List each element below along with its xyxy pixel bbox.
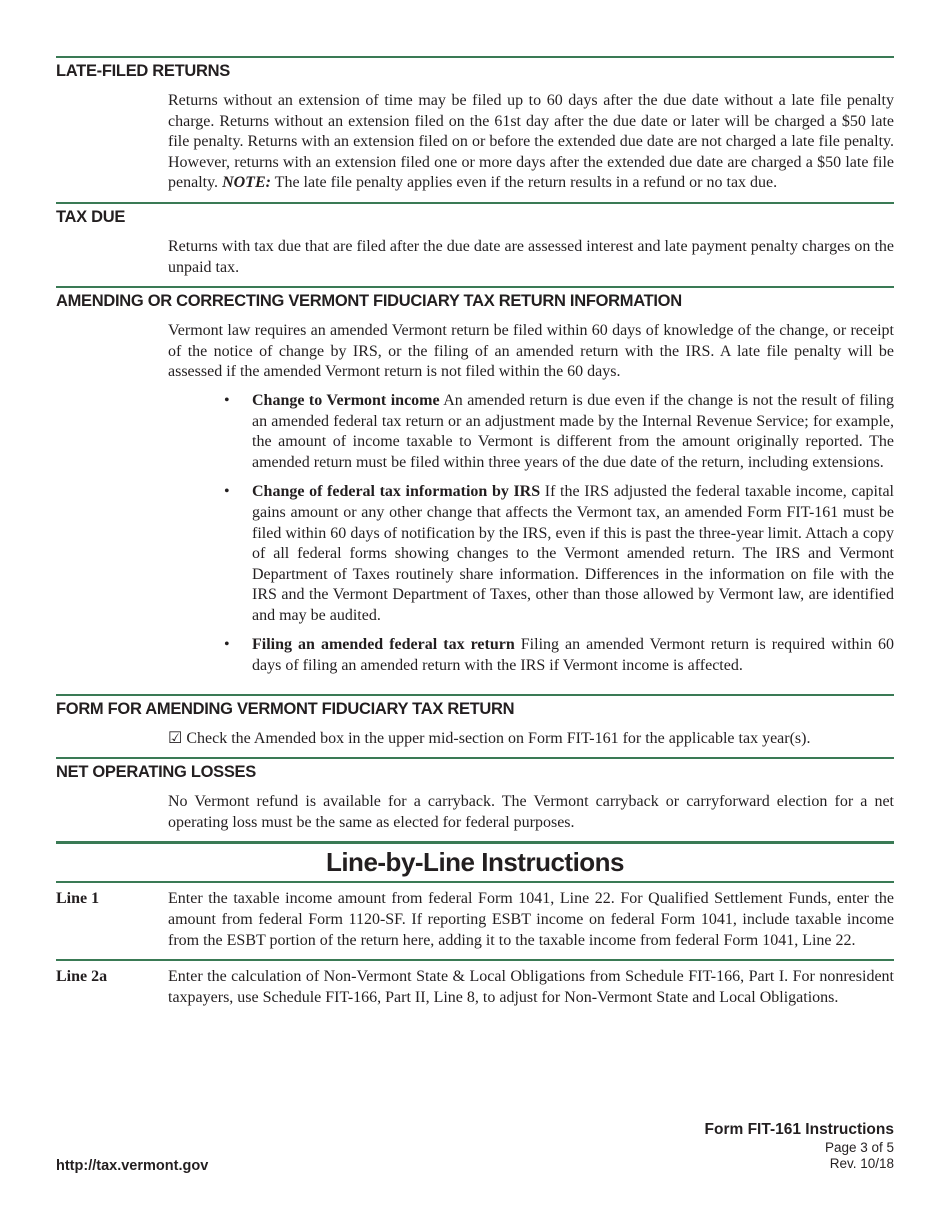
bullet-item (224, 635, 895, 676)
section-heading: NET OPERATING LOSSES (56, 763, 256, 782)
paragraph-text: The late file penalty applies even if the return results in a refund or no tax due. (270, 174, 778, 192)
amending-bullet-list (56, 391, 894, 677)
section-heading: AMENDING OR CORRECTING VERMONT FIDUCIARY TAX RETURN INFORMATION (56, 292, 682, 311)
amending-section (56, 286, 894, 694)
amending-paragraph: Vermont law requires an amended Vermont return be filed within 60 days of knowledge of the change, or receipt of the notice of change by IRS, or the filing of an amended return with the IRS. A late file penalty will be assessed if the amended Vermont return is not filed within the 60 days. (168, 322, 894, 381)
nol-paragraph: No Vermont refund is available for a carryback. The Vermont carryback or carryforward election for a net operating loss must be the same as elected for federal purposes. (168, 793, 894, 831)
line-item-line-2a (56, 961, 894, 1016)
section-divider (56, 694, 894, 696)
late-filed-section (56, 56, 894, 202)
page-number: Page 3 of 5 (824, 1140, 894, 1155)
bullet-lead: Filing an amended federal tax return (252, 636, 515, 654)
line-text: Enter the calculation of Non-Vermont State & Local Obligations from Schedule FIT-166, Part I. For nonresident taxpayers, use Schedule FIT-166, Part II, Line 8, to adjust for Non-Vermont State and Local Obligations. (168, 968, 894, 1006)
line-text: Enter the taxable income amount from federal Form 1041, Line 22. For Qualified Settlement Funds, enter the amount from federal Form 1120-SF. If reporting ESBT income on federal Form 1041, include taxable income from the ESBT portion of the return here, adding it to the taxable income from federal Form 1041, Line 22. (168, 890, 894, 949)
line-by-line-title: Line-by-Line Instructions (325, 847, 625, 878)
form-amending-section (56, 694, 894, 758)
document-page (56, 56, 894, 1016)
section-divider (56, 286, 894, 288)
section-divider (56, 841, 894, 844)
checkbox-icon: ☑ (168, 729, 183, 747)
section-divider (56, 56, 894, 58)
section-heading: TAX DUE (56, 207, 126, 226)
bullet-item (224, 391, 894, 473)
line-item-line-1 (56, 883, 894, 959)
bullet-text: An amended return is due even if the change is not the result of filing an amended federal tax return or an adjustment made by the Internal Revenue Service; for example, the amount of income taxable to Vermont is different from the amount originally reported. The amended return must be filed within three years of the due date of the return, including extensions. (252, 391, 894, 471)
bullet-lead: Change to Vermont income (252, 391, 440, 409)
line-label: Line 2a (56, 968, 108, 986)
bullet-item (224, 482, 894, 626)
line-by-line-section (56, 841, 894, 1016)
section-divider (56, 757, 894, 759)
revision-date: Rev. 10/18 (829, 1156, 894, 1171)
section-heading: FORM FOR AMENDING VERMONT FIDUCIARY TAX RETURN (56, 699, 515, 718)
bullet-text: If the IRS adjusted the federal taxable income, capital gains amount or any other change that affects the Vermont tax, an amended Form FIT-161 must be filed within 60 days of notification by the IRS, even if this is past the three-year limit. Attach a copy of all federal forms showing changes to the Vermont amended return. The IRS and Vermont Department of Taxes routinely share information. Differences in the information on file with the IRS and the Vermont Department of Taxes, other than those allowed by Vermont law, are identified and may be audited. (252, 483, 894, 624)
bullet-dot: • (224, 391, 230, 409)
form-title: Form FIT-161 Instructions (704, 1121, 894, 1138)
amended-check-line (168, 729, 894, 750)
tax-due-paragraph: Returns with tax due that are filed after the due date are assessed interest and late payment penalty charges on the unpaid tax. (168, 237, 894, 276)
website-url: http://tax.vermont.gov (56, 1158, 209, 1174)
bullet-lead: Change of federal tax information by IRS (252, 483, 541, 501)
late-filed-paragraph (168, 91, 894, 194)
bullet-dot: • (224, 636, 230, 654)
bullet-dot: • (224, 483, 230, 501)
line-label: Line 1 (56, 890, 100, 908)
section-heading: LATE-FILED RETURNS (56, 62, 230, 80)
nol-section (56, 757, 894, 841)
check-line-text: Check the Amended box in the upper mid-section on Form FIT-161 for the applicable tax year(s). (186, 729, 811, 747)
footer-info (705, 1120, 894, 1172)
paragraph-text: Returns without an extension of time may be filed up to 60 days after the due date without a late file penalty charge. Returns without an extension filed on the 61st day after the due date or later will be charged a $50 late file penalty. Returns with an extension filed on or before the extended due date are not charged a late file penalty. However, returns with an extension filed one or more days after the extended due date are charged a $50 late file penalty. (168, 92, 894, 192)
bullet-text: Filing an amended Vermont return is required within 60 days of filing an amended return with the IRS if Vermont income is affected. (252, 636, 895, 675)
section-divider (56, 202, 894, 204)
tax-due-section (56, 202, 894, 286)
note-label: NOTE: (222, 174, 271, 192)
